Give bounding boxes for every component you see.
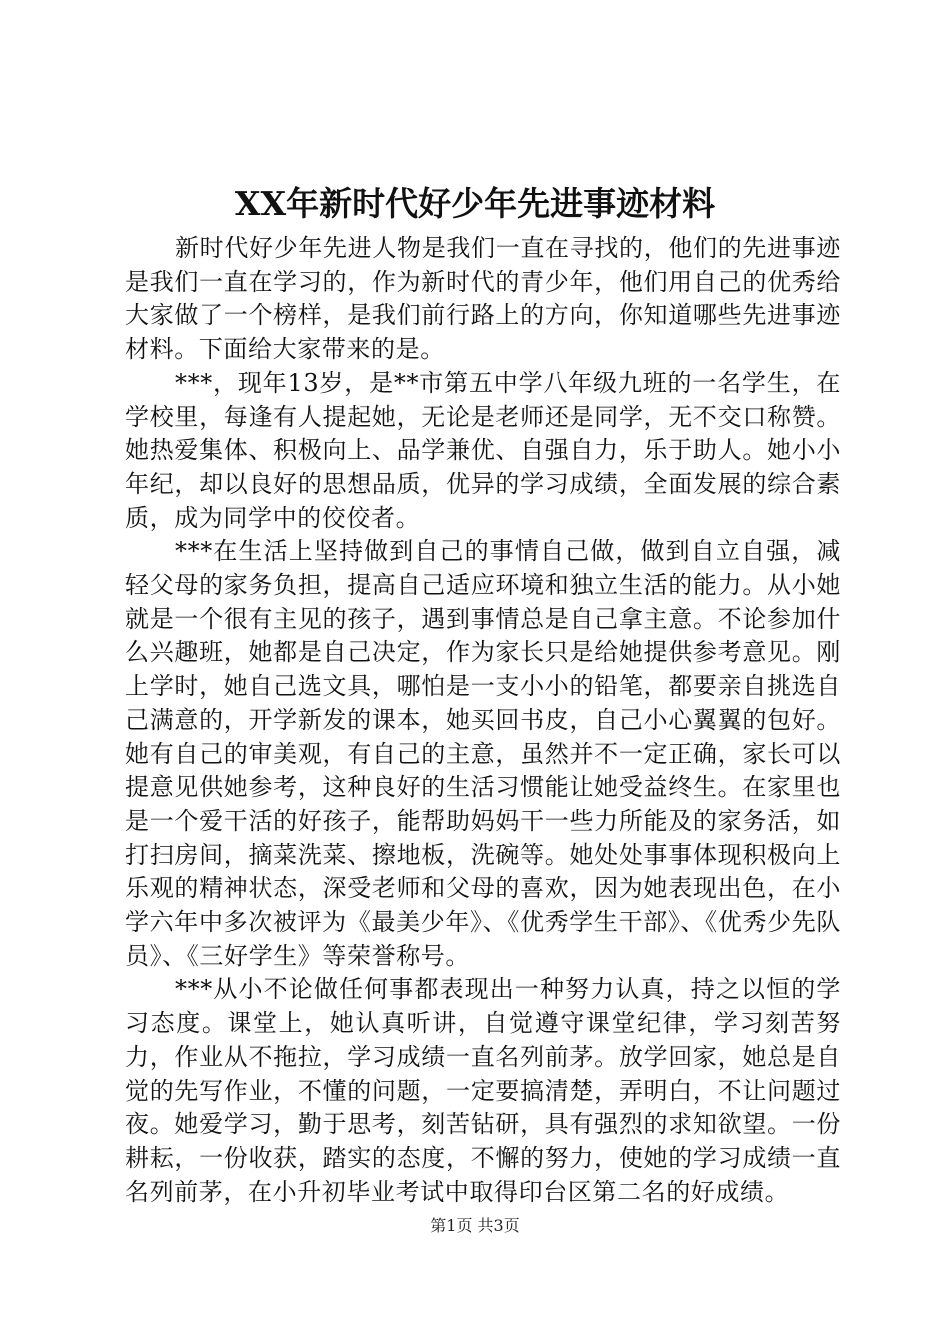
document-body bbox=[125, 232, 841, 1209]
document-title: XX年新时代好少年先进事迹材料 bbox=[234, 184, 716, 223]
paragraph-profile: ***，现年13岁，是**市第五中学八年级九班的一名学生，在学校里，每逢有人提起她，无论是老师还是同学，无不交口称赞。她热爱集体、积极向上、品学兼优、自强自力，乐于助人。她小小年纪，却以良好的思想品质，优异的学习成绩，全面发展的综合素质，成为同学中的佼佼者。 bbox=[125, 368, 841, 532]
paragraph-intro: 新时代好少年先进人物是我们一直在寻找的，他们的先进事迹是我们一直在学习的，作为新时代的青少年，他们用自己的优秀给大家做了一个榜样，是我们前行路上的方向，你知道哪些先进事迹材料。下面给大家带来的是。 bbox=[125, 234, 841, 364]
paragraph-study: ***从小不论做任何事都表现出一种努力认真，持之以恒的学习态度。课堂上，她认真听讲，自觉遵守课堂纪律，学习刻苦努力，作业从不拖拉，学习成绩一直名列前茅。放学回家，她总是自觉的先写作业，不懂的问题，一定要搞清楚，弄明白，不让问题过夜。她爱学习，勤于思考，刻苦钻研，具有强烈的求知欲望。一份耕耘，一份收获，踏实的态度，不懈的努力，使她的学习成绩一直名列前茅，在小升初毕业考试中取得印台区第二名的好成绩。 bbox=[125, 975, 841, 1206]
page-number-footer: 第1页 共3页 bbox=[430, 1216, 520, 1235]
paragraph-daily-life: ***在生活上坚持做到自己的事情自己做，做到自立自强，减轻父母的家务负担，提高自己适应环境和独立生活的能力。从小她就是一个很有主见的孩子，遇到事情总是自己拿主意。不论参加什么兴趣班，她都是自己决定，作为家长只是给她提供参考意见。刚上学时，她自己选文具，哪怕是一支小小的铅笔，都要亲自挑选自己满意的，开学新发的课本，她买回书皮，自己小心翼翼的包好。她有自己的审美观，有自己的主意，虽然并不一定正确，家长可以提意见供她参考，这种良好的生活习惯能让她受益终生。在家里也是一个爱干活的好孩子，能帮助妈妈干一些力所能及的家务活，如打扫房间，摘菜洗菜、擦地板，洗碗等。她处处事事体现积极向上乐观的精神状态，深受老师和父母的喜欢，因为她表现出色，在小学六年中多次被评为《最美少年》、《优秀学生干部》、《优秀少先队员》、《三好学生》等荣誉称号。 bbox=[125, 537, 841, 970]
